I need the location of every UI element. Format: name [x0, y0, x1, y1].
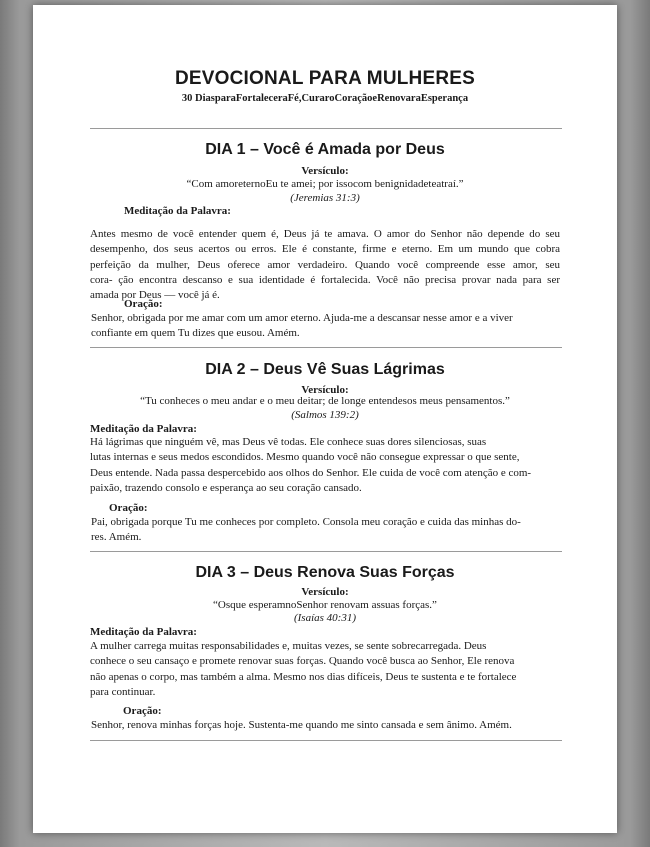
- day-2-meditation-label: Meditação da Palavra:: [90, 423, 197, 435]
- day-3-verse: “Osque esperamnoSenhor renovam assuas forças.”: [213, 599, 437, 611]
- day-2-verse-label: Versículo:: [301, 384, 349, 396]
- day-1-meditation-label: Meditação da Palavra:: [124, 205, 231, 217]
- day-3-meditation-text: A mulher carrega muitas responsabilidades e, muitas vezes, se sente sobrecarregada. Deus conhece o seu cansaço e promete renovar suas forças. Quando você busca ao Senhor, Ele renova não apenas o corpo, mas também a alma. Mesmo nos dias difíceis, Deus te sustenta e te fortalece para continuar.: [90, 640, 517, 698]
- day-3-prayer-label: Oração:: [123, 705, 162, 717]
- day-2-prayer-text: Pai, obrigada porque Tu me conheces por completo. Consola meu coração e cuida das minhas do- res. Amém.: [91, 516, 521, 544]
- day-3-meditation-label: Meditação da Palavra:: [90, 626, 197, 638]
- divider: [90, 551, 562, 552]
- day-1-verse-label: Versículo:: [301, 165, 349, 177]
- day-2-verse: “Tu conheces o meu andar e o meu deitar; de longe entendesos meus pensamentos.”: [140, 395, 510, 407]
- day-1-verse: “Com amoreternoEu te amei; por issocom benignidadeteatraí.”: [186, 178, 464, 190]
- day-2-meditation-text: Há lágrimas que ninguém vê, mas Deus vê todas. Ele conhece suas dores silenciosas, suas lutas internas e seus medos escondidos. Mesmo quando você não consegue expressar o que sente, Deus entende. Nada passa despercebido aos olhos do Senhor. Ele cuida de você com atenção e com- paixão, trazendo consolo e esperança ao seu coração cansado.: [90, 436, 532, 494]
- day-2-heading: DIA 2 – Deus Vê Suas Lágrimas: [205, 361, 445, 378]
- divider: [90, 128, 562, 129]
- day-2-verse-reference: (Salmos 139:2): [291, 409, 359, 421]
- day-3-verse-label: Versículo:: [301, 586, 349, 598]
- day-1-prayer-text: Senhor, obrigada por me amar com um amor eterno. Ajuda-me a descansar nesse amor e a viver confiante em quem Tu dizes que eusou. Amém.: [91, 312, 513, 340]
- day-3-verse-reference: (Isaías 40:31): [293, 612, 357, 624]
- day-1-verse-reference: (Jeremias 31:3): [290, 192, 360, 204]
- day-3-prayer-text: Senhor, renova minhas forças hoje. Sustenta-me quando me sinto cansada e sem ânimo. Amém.: [91, 719, 512, 731]
- day-3-heading: DIA 3 – Deus Renova Suas Forças: [195, 564, 455, 581]
- divider: [90, 347, 562, 348]
- document-title: DEVOCIONAL PARA MULHERES: [174, 68, 476, 89]
- day-1-meditation-text: Antes mesmo de você entender quem é, Deus já te amava. O amor do Senhor não depende do seu desempenho, dos seus acertos ou erros. Ele é constante, firme e eterno. Em um mundo que cobra perfeição da mulher, Deus oferece amor verdadeiro. Quando você compreende esse amor, seu cora- ção encontra descanso e sua identidade é fortalecida. Você não precisa provar nada para ser amada por Deus — você já é.: [90, 228, 560, 302]
- divider: [90, 740, 562, 741]
- document-page: [33, 5, 617, 833]
- day-2-prayer-label: Oração:: [109, 502, 148, 514]
- day-1-heading: DIA 1 – Você é Amada por Deus: [205, 141, 445, 158]
- day-1-prayer-label: Oração:: [124, 298, 163, 310]
- document-subtitle: 30 DiasparaFortaleceraFé,CuraroCoraçãoeRenovaraEsperança: [181, 93, 469, 104]
